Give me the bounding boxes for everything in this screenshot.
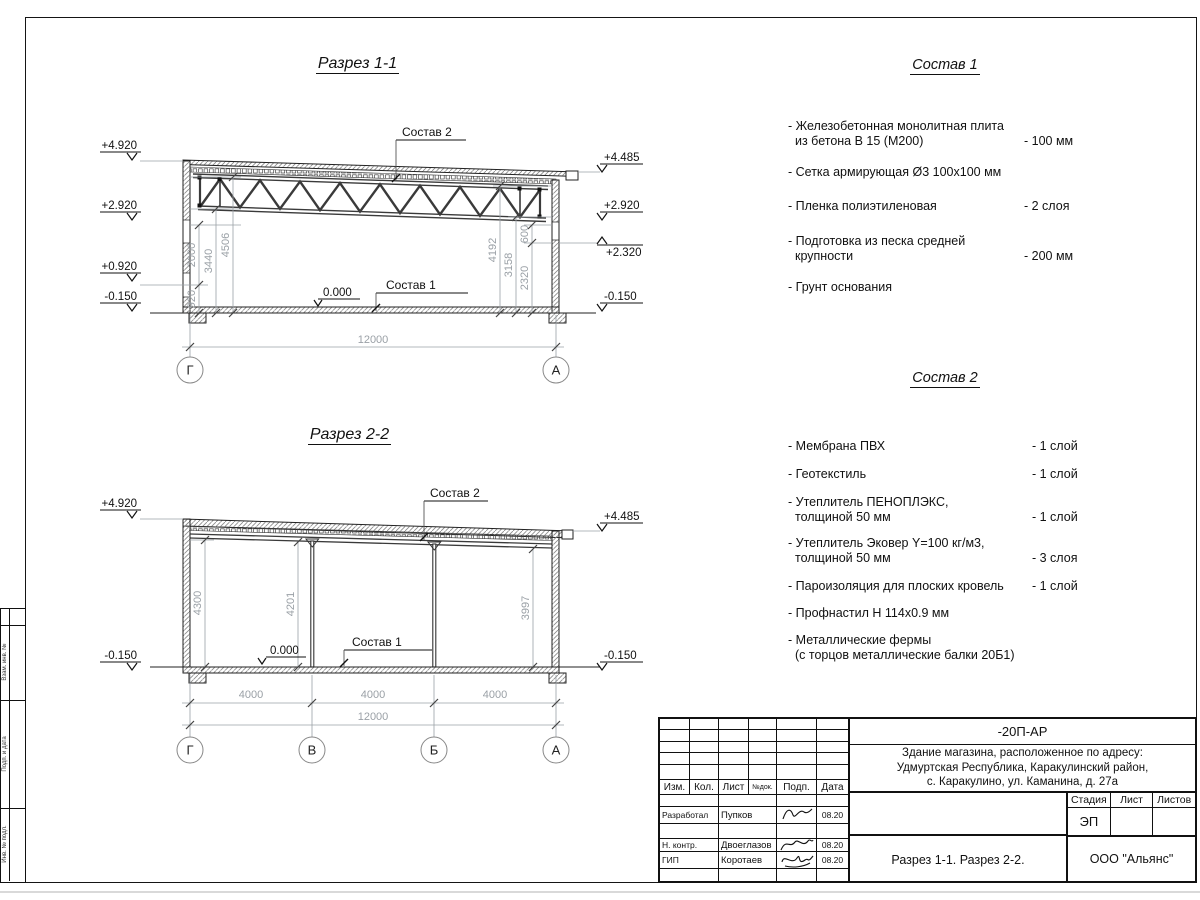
section-1-1 [100, 125, 643, 383]
axis-letter: А [551, 362, 561, 378]
zero-label: 0.000 [323, 287, 352, 299]
signer-role: ГИП [660, 852, 719, 869]
elevation-marks-left [100, 498, 141, 670]
elevation-arrow-icon [597, 165, 607, 172]
sostav2-label: Состав 2 [402, 125, 452, 139]
list-item [788, 495, 1092, 526]
list-item [788, 467, 1092, 482]
wall-hatch [552, 240, 559, 313]
item-value: - 3 слоя [1032, 551, 1078, 566]
section-1-1-title: Разрез 1-1 [317, 55, 398, 72]
elevation-arrow-icon [127, 304, 137, 311]
dim-total: 12000 [357, 711, 389, 723]
item-text: - Пленка полиэтиленовая [788, 198, 937, 213]
item-text: толщиной 50 мм [795, 509, 891, 524]
item-value: - 1 слой [1032, 509, 1078, 524]
sostav1-label: Состав 1 [352, 635, 402, 649]
item-value: - 100 мм [1024, 134, 1074, 149]
section-2-2-title: Разрез 2-2 [309, 426, 390, 443]
signer-role: Н. контр. [660, 839, 719, 852]
margin-cell [1, 626, 25, 701]
dim-value: 4192 [487, 237, 499, 263]
item-text: - Геотекстиль [788, 467, 867, 482]
signer-name: Коротаев [719, 852, 777, 869]
dim-value: 3158 [503, 252, 515, 278]
company-name: ООО "Альянс" [1089, 852, 1174, 866]
list-item [788, 579, 1092, 594]
col-header-data: Дата [817, 780, 848, 795]
elevation-label: +4.920 [101, 140, 137, 152]
dim-value: 4300 [192, 590, 204, 616]
margin-label: Подп. и дата [2, 735, 8, 772]
left-wall [183, 519, 190, 667]
margin-cell [1, 609, 25, 626]
dim-value: 920 [186, 289, 198, 309]
axis-letter: А [551, 742, 561, 758]
elevation-arrow-icon [127, 153, 137, 160]
elevation-label: -0.150 [604, 650, 637, 662]
axis-letter: Б [429, 742, 439, 758]
zero-mark [314, 287, 360, 306]
dim-value: 4000 [238, 689, 264, 701]
axis-circles [177, 737, 569, 763]
sostav2-label: Состав 2 [430, 486, 480, 500]
dim-total: 12000 [357, 334, 389, 346]
axis-circles [177, 357, 569, 383]
item-text: - Утеплитель ПЕНОПЛЭКС, [788, 494, 949, 509]
item-text: - Железобетонная монолитная плита [788, 119, 1004, 133]
list-item [788, 199, 1092, 214]
elevation-label: +4.920 [101, 498, 137, 510]
stage-zone [1068, 793, 1195, 881]
signature [777, 807, 817, 824]
page-edge-shadow [0, 891, 1200, 893]
list-item [788, 536, 1092, 567]
sheet-label: Лист [1111, 793, 1154, 808]
roof-end-cap [566, 171, 578, 180]
sostav1-title: Состав 1 [912, 57, 978, 73]
item-text: - Металлические фермы [788, 633, 932, 647]
wall-hatch [183, 161, 190, 220]
sign-date: 08.20 [817, 807, 848, 824]
sign-date: 08.20 [817, 852, 848, 869]
project-line: с. Каракулино, ул. Каманина, д. 27а [926, 776, 1119, 789]
foundation-pad [189, 673, 206, 683]
margin-cell [1, 701, 25, 809]
foundation-pad [549, 673, 566, 683]
axis-letter: Г [186, 742, 194, 758]
floor-slab [183, 667, 559, 673]
list-item [788, 633, 1092, 664]
elevation-label: +4.485 [604, 152, 640, 164]
sheet-title: Разрез 1-1. Разрез 2-2. [891, 852, 1025, 867]
foundation-pad [549, 313, 566, 323]
sheets-value [1153, 808, 1195, 835]
empty-cell [850, 793, 1066, 836]
elevation-arrow-icon [258, 658, 266, 664]
dim-value: 600 [519, 224, 531, 244]
sheet-value [1111, 808, 1154, 835]
margin-cell [1, 809, 25, 881]
list-item [788, 280, 1092, 295]
list-item [788, 606, 1092, 621]
elevation-marks-right [597, 511, 643, 670]
elevation-label: +0.920 [101, 261, 137, 273]
dim-value: 4000 [360, 689, 386, 701]
left-margin-strip [0, 608, 26, 883]
list-item [788, 439, 1092, 454]
col-header-kol: Кол. [690, 780, 719, 795]
right-wall [552, 531, 559, 667]
project-name [850, 745, 1195, 793]
dim-value: 3997 [520, 595, 532, 621]
dim-value: 4201 [285, 591, 297, 617]
project-line: Удмуртская Республика, Каракулинский район, [896, 761, 1149, 774]
elevation-arrow-icon [597, 304, 607, 311]
dim-value: 3440 [203, 248, 215, 274]
col-header-ndok: №док. [749, 780, 777, 795]
sostav1-label: Состав 1 [386, 278, 436, 292]
dim-value: 2000 [186, 242, 198, 268]
signer-role: Разработал [660, 807, 719, 824]
stage-value: ЭП [1068, 808, 1111, 835]
wall-hatch [552, 180, 559, 222]
sign-date: 08.20 [817, 839, 848, 852]
item-text: - Профнастил Н 114х0.9 мм [788, 605, 950, 620]
signer-name: Двоеглазов [719, 839, 777, 852]
elevation-label: +2.320 [606, 247, 642, 259]
list-item [788, 165, 1092, 180]
item-text: из бетона В 15 (М200) [795, 134, 924, 149]
project-line: Здание магазина, расположенное по адресу: [902, 747, 1143, 760]
item-value: - 1 слой [1032, 578, 1078, 593]
elevation-arrow-icon [314, 300, 322, 306]
item-value: - 2 слоя [1024, 198, 1070, 213]
elevation-label: +4.485 [604, 511, 640, 523]
sheets-label: Листов [1153, 793, 1195, 808]
item-text: - Утеплитель Эковер Y=100 кг/м3, [788, 536, 985, 550]
elevation-label: +2.920 [604, 200, 640, 212]
dim-value: 4000 [482, 689, 508, 701]
document-code: -20П-АР [850, 719, 1195, 745]
elevation-arrow-icon [127, 511, 137, 518]
zero-mark [258, 645, 306, 664]
elevation-arrow-icon [127, 213, 137, 220]
col-header-podp: Подп. [777, 780, 817, 795]
col-header-izm: Изм. [660, 780, 690, 795]
axis-letter: Г [186, 362, 194, 378]
item-text: (с торцов металлические балки 20Б1) [795, 648, 1015, 663]
item-text: - Сетка армирующая Ø3 100х100 мм [788, 164, 1002, 179]
elevation-arrow-icon [597, 237, 607, 244]
sostav2-list [788, 439, 1092, 664]
elevation-label: -0.150 [604, 291, 637, 303]
elevation-marks-right [597, 152, 643, 311]
elevation-arrow-icon [127, 663, 137, 670]
list-item [788, 234, 1092, 265]
item-value: - 1 слой [1032, 439, 1078, 453]
item-value: - 1 слой [1032, 467, 1078, 482]
item-text: - Грунт основания [788, 279, 893, 294]
sostav2-title: Состав 2 [912, 370, 978, 386]
zero-label: 0.000 [270, 645, 299, 657]
elevation-label: -0.150 [104, 291, 137, 303]
sostav1-leader [340, 635, 432, 667]
list-item [788, 119, 1092, 150]
margin-label: Взам. инв. № [2, 643, 8, 681]
item-text: - Подготовка из песка средней [788, 234, 966, 248]
sheet-title-zone [850, 793, 1068, 881]
elevation-arrow-icon [597, 213, 607, 220]
elevation-label: +2.920 [101, 200, 137, 212]
section-2-2 [100, 486, 643, 763]
dim-value: 4506 [220, 232, 232, 258]
signature [777, 839, 817, 852]
title-block [658, 717, 1197, 883]
elevation-marks-left [100, 140, 141, 311]
item-text: - Пароизоляция для плоских кровель [788, 578, 1004, 593]
title-block-right [850, 719, 1195, 881]
item-text: крупности [795, 249, 854, 264]
item-value: - 200 мм [1024, 249, 1074, 264]
roof-end-cap [562, 530, 573, 539]
axis-letter: В [307, 742, 317, 758]
item-text: - Мембрана ПВХ [788, 439, 886, 453]
signature [777, 852, 817, 869]
margin-label: Инв. № подл. [2, 825, 8, 863]
elevation-arrow-icon [597, 524, 607, 531]
elevation-label: -0.150 [104, 650, 137, 662]
elevation-arrow-icon [127, 274, 137, 281]
col-header-list: Лист [719, 780, 749, 795]
sostav2-leader [392, 125, 466, 182]
signer-name: Пупков [719, 807, 777, 824]
dim-value: 2320 [519, 265, 531, 291]
item-text: толщиной 50 мм [795, 551, 891, 566]
sostav1-list [788, 119, 1092, 295]
title-block-left-grid [660, 719, 850, 881]
stage-label: Стадия [1068, 793, 1111, 808]
